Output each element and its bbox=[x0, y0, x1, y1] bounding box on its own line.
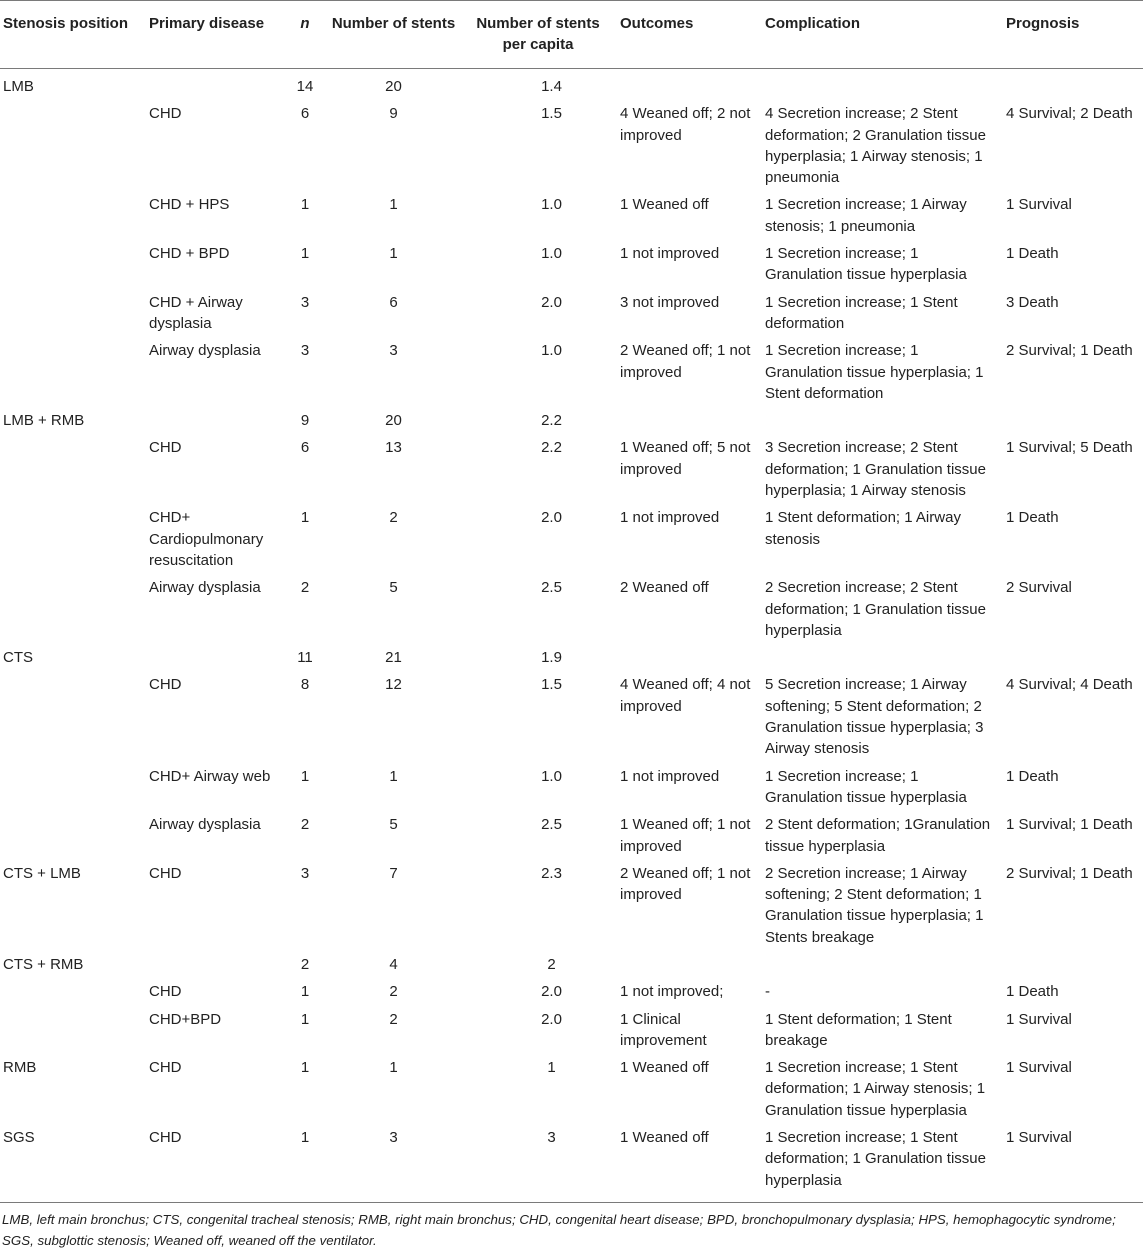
cell-stents-per-capita: 2.5 bbox=[541, 816, 562, 834]
cell-primary-disease: CHD bbox=[149, 105, 182, 123]
cell-primary-disease: CHD bbox=[149, 676, 182, 694]
header-complication: Complication bbox=[762, 1, 1003, 69]
table-footnote: LMB, left main bronchus; CTS, congenital tracheal stenosis; RMB, right main bronchus; CHD, congenital heart disease; BPD, bronchopulmonary dysplasia; HPS, hemophagocytic syndrome; SGS, subglottic stenosis; Weaned off, weaned off the ventilator. bbox=[2, 1211, 1116, 1248]
cell-number-of-stents: 1 bbox=[389, 1059, 398, 1077]
cell-stents-per-capita: 1.0 bbox=[541, 342, 562, 360]
cell-primary-disease: CHD+ Cardiopulmonary resuscitation bbox=[149, 509, 264, 569]
cell-primary-disease bbox=[146, 645, 283, 672]
cell-complication: 1 Stent deformation; 1 Airway stenosis bbox=[765, 509, 961, 548]
table-row bbox=[0, 338, 1143, 408]
cell-prognosis: 1 Survival bbox=[1003, 1125, 1143, 1202]
cell-prognosis: 1 Survival; 5 Death bbox=[1006, 439, 1133, 457]
cell-complication: 1 Stent deformation; 1 Stent breakage bbox=[765, 1010, 952, 1049]
header-n: n bbox=[283, 1, 328, 69]
cell-stenosis-position bbox=[0, 979, 146, 1006]
cell-n: 1 bbox=[300, 1059, 310, 1077]
header-stenosis-position: Stenosis position bbox=[0, 1, 146, 69]
table-body bbox=[0, 69, 1143, 1203]
cell-stenosis-position: CTS + LMB bbox=[3, 864, 81, 882]
cell-n: 1 bbox=[300, 245, 310, 263]
cell-n: 1 bbox=[300, 767, 310, 785]
cell-outcomes: 1 Weaned off; 1 not improved bbox=[620, 816, 751, 855]
cell-number-of-stents: 20 bbox=[385, 78, 402, 95]
cell-outcomes: 1 Weaned off bbox=[620, 196, 709, 214]
cell-primary-disease: Airway dysplasia bbox=[149, 579, 261, 597]
cell-primary-disease: CHD bbox=[149, 1059, 182, 1077]
cell-number-of-stents: 1 bbox=[389, 245, 398, 263]
cell-complication: 1 Secretion increase; 1 Granulation tissue hyperplasia bbox=[765, 245, 967, 284]
cell-outcomes: 1 not improved bbox=[620, 509, 720, 527]
cell-stents-per-capita: 1.4 bbox=[541, 78, 562, 95]
cell-primary-disease: CHD bbox=[149, 439, 182, 457]
cell-number-of-stents: 3 bbox=[389, 342, 398, 360]
table-row bbox=[0, 1125, 1143, 1202]
cell-stenosis-position bbox=[0, 338, 146, 408]
cell-n: 1 bbox=[300, 983, 310, 1001]
cell-primary-disease: CHD bbox=[146, 1125, 283, 1202]
table-row bbox=[0, 101, 1143, 192]
cell-n: 1 bbox=[300, 1010, 310, 1028]
cell-outcomes: 4 Weaned off; 2 not improved bbox=[620, 105, 751, 144]
cell-stenosis-position bbox=[0, 290, 146, 339]
cell-primary-disease: Airway dysplasia bbox=[149, 816, 261, 834]
cell-stents-per-capita: 2.3 bbox=[541, 864, 562, 882]
cell-stenosis-position bbox=[0, 435, 146, 505]
cell-stenosis-position bbox=[0, 101, 146, 192]
cell-prognosis: 1 Survival bbox=[1006, 1010, 1072, 1028]
cell-outcomes: 2 Weaned off bbox=[620, 579, 709, 597]
header-stents-per-capita: Number of stents per capita bbox=[460, 1, 617, 69]
cell-primary-disease: CHD + BPD bbox=[149, 245, 230, 263]
cell-primary-disease bbox=[146, 69, 283, 102]
cell-n: 3 bbox=[300, 864, 310, 882]
cell-prognosis: 1 Death bbox=[1006, 245, 1059, 263]
cell-prognosis: 1 Death bbox=[1006, 767, 1059, 785]
table-row bbox=[0, 952, 1143, 979]
cell-stents-per-capita: 2.0 bbox=[541, 1010, 562, 1028]
header-number-of-stents: Number of stents bbox=[328, 1, 460, 69]
cell-stenosis-position bbox=[0, 241, 146, 290]
cell-stenosis-position: SGS bbox=[0, 1125, 146, 1202]
cell-outcomes: 1 not improved bbox=[620, 767, 720, 785]
cell-prognosis: 1 Survival bbox=[1006, 1059, 1072, 1077]
cell-primary-disease: CHD+BPD bbox=[149, 1010, 222, 1028]
cell-number-of-stents: 7 bbox=[389, 864, 398, 882]
table-row bbox=[0, 1055, 1143, 1125]
cell-stenosis-position: RMB bbox=[3, 1059, 37, 1077]
cell-n: 2 bbox=[300, 955, 310, 973]
cell-number-of-stents: 3 bbox=[328, 1125, 460, 1202]
cell-outcomes: 1 Weaned off bbox=[620, 1059, 709, 1077]
cell-stenosis-position bbox=[0, 575, 146, 645]
cell-complication bbox=[762, 645, 1003, 672]
cell-outcomes: 1 Weaned off bbox=[617, 1125, 762, 1202]
cell-stents-per-capita: 1.9 bbox=[541, 649, 562, 667]
cell-n: 9 bbox=[300, 412, 310, 430]
cell-number-of-stents: 13 bbox=[385, 439, 402, 457]
cell-stents-per-capita: 2.2 bbox=[541, 412, 562, 430]
cell-complication bbox=[762, 408, 1003, 435]
table-row bbox=[0, 290, 1143, 339]
table-row bbox=[0, 672, 1143, 763]
cell-complication bbox=[762, 69, 1003, 102]
cell-n: 11 bbox=[297, 649, 313, 667]
cell-complication: 2 Secretion increase; 1 Airway softening; 2 Stent deformation; 1 Granulation tissue hyperplasia; 1 Stents breakage bbox=[765, 864, 984, 946]
cell-stents-per-capita: 1.0 bbox=[541, 196, 562, 214]
cell-outcomes: 3 not improved bbox=[620, 293, 720, 311]
cell-stenosis-position: CTS + RMB bbox=[3, 955, 84, 973]
cell-outcomes bbox=[617, 952, 762, 979]
cell-outcomes bbox=[617, 645, 762, 672]
cell-stents-per-capita: 2.5 bbox=[541, 579, 562, 597]
table-row bbox=[0, 812, 1143, 861]
cell-primary-disease: CHD bbox=[149, 864, 182, 882]
cell-stents-per-capita: 2 bbox=[547, 955, 556, 973]
cell-prognosis: 4 Survival; 4 Death bbox=[1006, 676, 1133, 694]
cell-n: 14 bbox=[296, 78, 314, 95]
cell-n: 6 bbox=[300, 439, 310, 457]
table-row bbox=[0, 408, 1143, 435]
cell-stents-per-capita: 1.0 bbox=[541, 245, 562, 263]
table-row bbox=[0, 645, 1143, 672]
cell-stents-per-capita: 1.0 bbox=[541, 767, 562, 785]
cell-complication: 5 Secretion increase; 1 Airway softening; 5 Stent deformation; 2 Granulation tissue hyperplasia; 3 Airway stenosis bbox=[765, 676, 984, 758]
cell-primary-disease bbox=[146, 408, 283, 435]
cell-complication: 2 Secretion increase; 2 Stent deformation; 1 Granulation tissue hyperplasia bbox=[765, 579, 986, 639]
cell-complication: 2 Stent deformation; 1Granulation tissue hyperplasia bbox=[765, 816, 991, 855]
cell-complication: 1 Secretion increase; 1 Stent deformation; 1 Granulation tissue hyperplasia bbox=[762, 1125, 1003, 1202]
cell-stents-per-capita: 3 bbox=[460, 1125, 617, 1202]
cell-outcomes: 1 Clinical improvement bbox=[620, 1010, 707, 1049]
cell-stents-per-capita: 1.5 bbox=[541, 105, 562, 123]
cell-number-of-stents: 5 bbox=[389, 579, 398, 597]
cell-outcomes: 2 Weaned off; 1 not improved bbox=[620, 342, 751, 381]
table-row bbox=[0, 979, 1143, 1006]
cell-prognosis: 2 Survival; 1 Death bbox=[1006, 864, 1133, 882]
cell-prognosis: 1 Death bbox=[1006, 509, 1059, 527]
cell-primary-disease: CHD+ Airway web bbox=[149, 767, 271, 785]
cell-prognosis: 4 Survival; 2 Death bbox=[1006, 105, 1133, 123]
cell-number-of-stents: 1 bbox=[389, 196, 398, 214]
cell-stenosis-position: LMB bbox=[3, 78, 34, 95]
cell-stents-per-capita: 2.0 bbox=[541, 509, 562, 527]
cell-prognosis: 2 Survival bbox=[1006, 579, 1072, 597]
cell-complication: 1 Secretion increase; 1 Stent deformation bbox=[765, 293, 958, 332]
cell-outcomes: 1 not improved bbox=[620, 245, 720, 263]
cell-stents-per-capita: 1.5 bbox=[541, 676, 562, 694]
cell-complication: 1 Secretion increase; 1 Stent deformation; 1 Airway stenosis; 1 Granulation tissue hyperplasia bbox=[765, 1059, 986, 1119]
cell-outcomes: 4 Weaned off; 4 not improved bbox=[620, 676, 751, 715]
cell-number-of-stents: 20 bbox=[385, 412, 402, 430]
cell-number-of-stents: 5 bbox=[389, 816, 398, 834]
table-row bbox=[0, 505, 1143, 575]
header-outcomes: Outcomes bbox=[617, 1, 762, 69]
cell-number-of-stents: 6 bbox=[389, 293, 398, 311]
cell-n: 2 bbox=[300, 816, 310, 834]
cell-n: 1 bbox=[300, 509, 310, 527]
header-primary-disease: Primary disease bbox=[146, 1, 283, 69]
cell-complication: 1 Secretion increase; 1 Granulation tissue hyperplasia; 1 Stent deformation bbox=[765, 342, 984, 402]
cell-number-of-stents: 12 bbox=[385, 676, 402, 694]
cell-prognosis: 1 Survival bbox=[1006, 196, 1072, 214]
cell-complication: 4 Secretion increase; 2 Stent deformation; 2 Granulation tissue hyperplasia; 1 Airway stenosis; 1 pneumonia bbox=[765, 105, 986, 187]
header-row bbox=[0, 1, 1143, 69]
cell-number-of-stents: 4 bbox=[389, 955, 398, 973]
table-row bbox=[0, 435, 1143, 505]
table-row bbox=[0, 861, 1143, 952]
cell-prognosis: 1 Survival; 1 Death bbox=[1006, 816, 1133, 834]
cell-outcomes: 1 Weaned off; 5 not improved bbox=[620, 439, 751, 478]
cell-prognosis bbox=[1003, 69, 1143, 102]
cell-complication: 1 Secretion increase; 1 Airway stenosis; 1 pneumonia bbox=[765, 196, 967, 235]
cell-stenosis-position bbox=[0, 672, 146, 763]
cell-primary-disease bbox=[146, 952, 283, 979]
cell-n: 8 bbox=[300, 676, 310, 694]
cell-stents-per-capita: 2.0 bbox=[541, 293, 562, 311]
table-header bbox=[0, 1, 1143, 69]
cell-outcomes bbox=[617, 69, 762, 102]
cell-prognosis: 1 Death bbox=[1006, 983, 1059, 1001]
table-row bbox=[0, 192, 1143, 241]
cell-number-of-stents: 21 bbox=[385, 649, 402, 667]
cell-stenosis-position bbox=[0, 812, 146, 861]
table-row bbox=[0, 69, 1143, 102]
cell-stenosis-position: LMB + RMB bbox=[3, 412, 85, 430]
cell-outcomes: 1 not improved; bbox=[620, 983, 724, 1001]
table-row bbox=[0, 241, 1143, 290]
cell-complication: 3 Secretion increase; 2 Stent deformation; 1 Granulation tissue hyperplasia; 1 Airway stenosis bbox=[765, 439, 986, 500]
cell-prognosis: 3 Death bbox=[1006, 293, 1059, 311]
table-row bbox=[0, 764, 1143, 813]
cell-n: 2 bbox=[300, 579, 310, 597]
cell-stenosis-position bbox=[0, 1007, 146, 1056]
table-row bbox=[0, 575, 1143, 645]
cell-n: 6 bbox=[300, 105, 310, 123]
cell-number-of-stents: 2 bbox=[389, 983, 398, 1001]
table-row bbox=[0, 1007, 1143, 1056]
cell-prognosis: 2 Survival; 1 Death bbox=[1006, 342, 1133, 360]
cell-primary-disease: CHD bbox=[149, 983, 182, 1001]
cell-primary-disease: CHD + Airway dysplasia bbox=[149, 293, 243, 332]
header-prognosis: Prognosis bbox=[1003, 1, 1143, 69]
cell-prognosis bbox=[1003, 408, 1143, 435]
cell-stenosis-position bbox=[0, 192, 146, 241]
cell-complication: - bbox=[765, 983, 770, 1001]
cell-stenosis-position: CTS bbox=[3, 649, 33, 667]
cell-stents-per-capita: 2.0 bbox=[541, 983, 562, 1001]
cell-stenosis-position bbox=[0, 764, 146, 813]
cell-complication bbox=[762, 952, 1003, 979]
cell-n: 3 bbox=[300, 293, 310, 311]
cell-primary-disease: CHD + HPS bbox=[149, 196, 230, 214]
cell-complication: 1 Secretion increase; 1 Granulation tissue hyperplasia bbox=[765, 767, 967, 806]
cell-outcomes: 2 Weaned off; 1 not improved bbox=[620, 864, 751, 904]
cell-number-of-stents: 1 bbox=[389, 767, 398, 785]
cell-n: 1 bbox=[283, 1125, 328, 1202]
cell-number-of-stents: 2 bbox=[389, 509, 398, 527]
cell-n: 3 bbox=[300, 342, 310, 360]
cell-stents-per-capita: 1 bbox=[547, 1059, 556, 1077]
cell-n: 1 bbox=[300, 196, 310, 214]
cell-number-of-stents: 2 bbox=[389, 1010, 398, 1028]
cell-prognosis bbox=[1003, 952, 1143, 979]
cell-stents-per-capita: 2.2 bbox=[541, 439, 562, 457]
cell-stenosis-position bbox=[0, 505, 146, 575]
cell-primary-disease: Airway dysplasia bbox=[149, 342, 261, 360]
cell-number-of-stents: 9 bbox=[389, 105, 398, 123]
cell-outcomes bbox=[617, 408, 762, 435]
cell-prognosis bbox=[1003, 645, 1143, 672]
